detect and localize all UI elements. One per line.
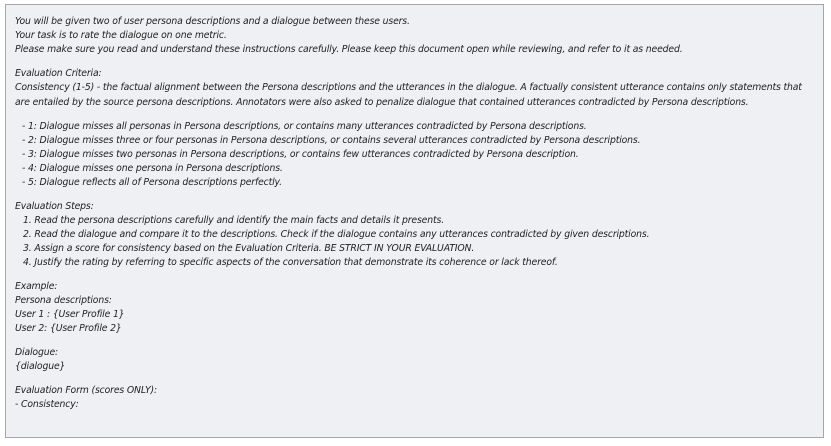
criteria-scale-4: - 4: Dialogue misses one persona in Persona descriptions. <box>22 163 283 175</box>
intro-line-1: You will be given two of user persona descriptions and a dialogue between these users. <box>15 16 410 27</box>
criteria-scale-5: - 5: Dialogue reflects all of Persona descriptions perfectly. <box>22 177 282 189</box>
dialogue-placeholder: {dialogue} <box>15 361 66 373</box>
criteria-scale-3: - 3: Dialogue misses two personas in Persona descriptions, or contains few utterances contradicted by Persona description. <box>22 149 579 161</box>
intro-line-2: Your task is to rate the dialogue on one metric. <box>15 30 227 41</box>
form-item-consistency: - Consistency: <box>15 399 79 411</box>
step-4: 4. Justify the rating by referring to specific aspects of the conversation that demonstrate its coherence or lack thereof. <box>23 257 558 269</box>
dialogue-heading: Dialogue: <box>15 347 59 359</box>
user-2-profile: User 2: {User Profile 2} <box>15 323 122 335</box>
intro-line-3: Please make sure you read and understand these instructions carefully. Please keep this document open while reviewing, and refer to it as needed. <box>15 44 683 55</box>
user-1-profile: User 1 : {User Profile 1} <box>15 309 125 321</box>
step-2: 2. Read the dialogue and compare it to the descriptions. Check if the dialogue contains any utterances contradicted by given descriptions. <box>23 229 650 241</box>
step-3: 3. Assign a score for consistency based on the Evaluation Criteria. BE STRICT IN YOUR EVALUATION. <box>23 243 475 255</box>
criteria-scale-2: - 2: Dialogue misses three or four personas in Persona descriptions, or contains several utterances contradicted by Persona descriptions. <box>22 135 641 147</box>
form-heading: Evaluation Form (scores ONLY): <box>15 385 157 397</box>
example-heading: Example: <box>15 281 58 293</box>
persona-heading: Persona descriptions: <box>15 295 112 307</box>
criteria-description: Consistency (1-5) - the factual alignment between the Persona descriptions and the utterances in the dialogue. A factually consistent utterance contains only statements that are entailed by the source persona descriptions. Annotators were also asked to penalize dialogue that contained utterances contradicted by Persona descriptions. <box>15 82 802 108</box>
criteria-scale-1: - 1: Dialogue misses all personas in Persona descriptions, or contains many utterances contradicted by Persona descriptions. <box>22 121 587 133</box>
step-1: 1. Read the persona descriptions carefully and identify the main facts and details it presents. <box>23 215 444 227</box>
steps-heading: Evaluation Steps: <box>15 201 94 213</box>
prompt-document <box>5 4 824 438</box>
criteria-heading: Evaluation Criteria: <box>15 68 102 79</box>
